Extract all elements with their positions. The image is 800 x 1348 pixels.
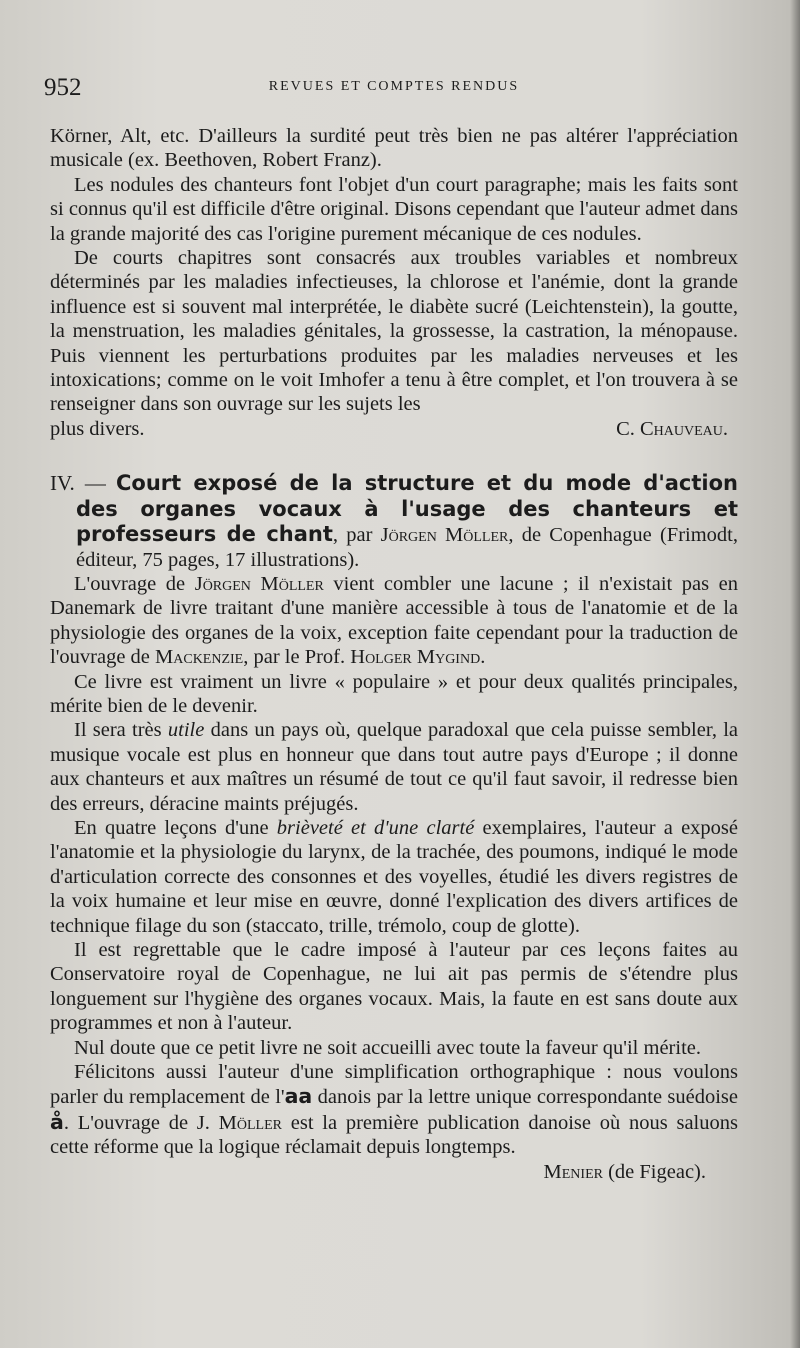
paragraph: Les nodules des chanteurs font l'objet d'un court paragraphe; mais les faits sont si connus qu'il est difficile d'être original. Disons cependant que l'auteur admet dans la grande majorité des cas l'origine purement mécanique de ces nodules. [50,173,738,245]
paragraph: Ce livre est vraiment un livre « populaire » et pour deux qualités principales, mérite bien de le devenir. [50,670,738,717]
reviewer-signature: C. Chauveau. [616,417,728,440]
running-head: REVUES ET COMPTES RENDUS [268,79,520,94]
reviewer-signature: Menier (de Figeac). [543,1160,706,1183]
page-spine-shadow [790,0,800,1348]
publication-info: , de Copenhague (Frimodt, éditeur, 75 pages, 17 illustrations). [76,524,738,571]
page-number: 952 [44,74,82,101]
paragraph: Il sera très utile dans un pays où, quelque paradoxal que cela puisse sembler, la musique vocale est plus en honneur que dans tout autre pays d'Europe ; il donne aux chanteurs et aux maîtres un résumé de tout ce qu'il faut savoir, il redresse bien des erreurs, déracine maints préjugés. [50,719,739,815]
paragraph: De courts chapitres sont consacrés aux troubles variables et nombreux déterminés par les maladies infectieuses, la chlorose et l'anémie, dont la grande influence est si souvent mal interprétée, le diabète sucré (Leichtenstein), la goutte, la menstruation, les maladies génitales, la grossesse, la castration, la ménopause. Puis viennent les perturbations produites par les maladies nerveuses et les intoxications; comme on le voit Imhofer a tenu à être complet, et l'on trouvera à se renseigner dans son ouvrage sur les sujets les [50,247,738,416]
book-author: Jörgen Möller [380,524,509,547]
page-header [44,74,738,104]
paragraph-end: plus divers. [50,417,145,440]
paragraph: Nul doute que ce petit livre ne soit accueilli avec toute la faveur qu'il mérite. [74,1036,701,1059]
paragraph: L'ouvrage de Jörgen Möller vient combler une lacune ; il n'existait pas en Danemark de livre traitant d'une manière accessible à tous de l'anatomie et de la physiologie des organes de la voix, exception faite cependant pour la traduction de l'ouvrage de Mackenzie, par le Prof. Holger Mygind. [50,572,738,669]
section-number: IV. — [50,471,117,496]
paragraph: Il est regrettable que le cadre imposé à l'auteur par ces leçons faites au Conservatoire royal de Copenhague, ne lui ait pas permis de s'étendre plus longuement sur l'hygiène des organes vocaux. Mais, la faute en est sans doute aux programmes et non à l'auteur. [50,939,738,1035]
book-title: Court exposé de la structure et du mode d'action des organes vocaux à l'usage des chanteurs et professeurs de chant [76,471,738,547]
paragraph: Félicitons aussi l'auteur d'une simplification orthographique : nous voulons parler du remplacement de l'aa danois par la lettre unique correspondante suédoise å. L'ouvrage de J. Möller est la première publication danoise où nous saluons cette réforme que la logique réclamait depuis longtemps. [50,1061,739,1159]
review-section-iv [50,471,738,1184]
review-imhofer-end [50,124,738,441]
paragraph: En quatre leçons d'une brièveté et d'une clarté exemplaires, l'auteur a exposé l'anatomie et la physiologie du larynx, de la trachée, des poumons, indiqué le mode d'articulation correcte des consonnes et des voyelles, étudié les divers registres de la voix humaine et leur mise en œuvre, donné l'explication des divers artifices de technique filage du son (staccato, trille, trémolo, coup de glotte). [50,816,739,937]
signature-line [50,417,738,441]
paragraph: Körner, Alt, etc. D'ailleurs la surdité peut très bien ne pas altérer l'appréciation musicale (ex. Beethoven, Robert Franz). [50,125,738,172]
section-heading: IV. — Court exposé de la structure et du mode d'action des organes vocaux à l'usage des chanteurs et professeurs de chant, par Jörgen Möller, de Copenhague (Frimodt, éditeur, 75 pages, 17 illustrations). [50,471,738,571]
